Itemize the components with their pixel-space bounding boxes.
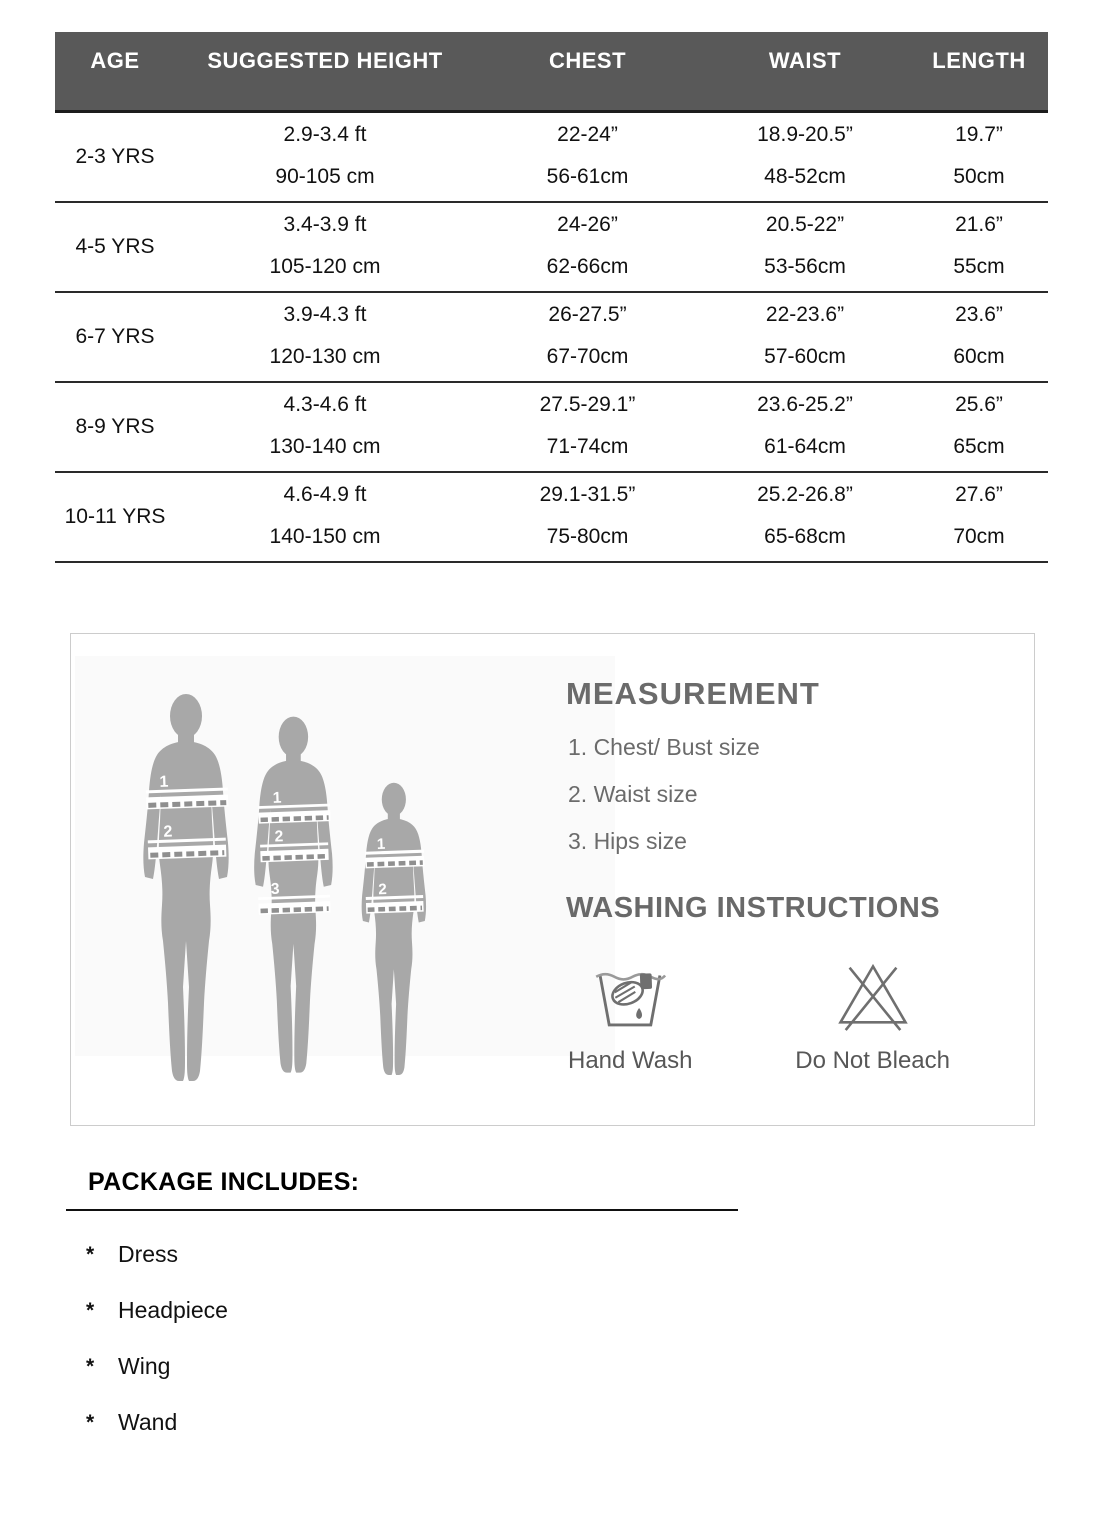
- value-imperial: 4.6-4.9 ft: [283, 483, 367, 506]
- child-chest-label: 1: [376, 835, 386, 854]
- package-item: [86, 1409, 738, 1436]
- height-cell: [175, 473, 475, 561]
- size-table-header: [55, 32, 1048, 113]
- table-row: [55, 113, 1048, 203]
- value-metric: 50cm: [953, 165, 1005, 188]
- table-row: [55, 203, 1048, 293]
- waist-cell: [700, 293, 910, 381]
- asterisk-bullet: *: [86, 1355, 95, 1378]
- woman-hips-label: 3: [270, 880, 280, 899]
- value-metric: 53-56cm: [764, 255, 846, 278]
- child-waist-label: 2: [378, 881, 388, 899]
- age-cell: 4-5 YRS: [75, 235, 155, 258]
- waist-cell: [700, 113, 910, 201]
- length-cell: [910, 203, 1048, 291]
- value-imperial: 4.3-4.6 ft: [283, 393, 367, 416]
- hand-wash-label: Hand Wash: [568, 1047, 693, 1074]
- hand-wash-icon: [591, 956, 669, 1039]
- package-item-label: Wand: [118, 1409, 178, 1435]
- value-metric: 61-64cm: [764, 435, 846, 458]
- value-imperial: 27.5-29.1”: [539, 393, 636, 416]
- child-figure: [362, 783, 426, 1075]
- value-imperial: 2.9-3.4 ft: [283, 123, 367, 146]
- asterisk-bullet: *: [86, 1411, 95, 1434]
- value-imperial: 24-26”: [557, 213, 618, 236]
- value-metric: 48-52cm: [764, 165, 846, 188]
- value-metric: 71-74cm: [546, 435, 629, 458]
- package-includes-section: [66, 1168, 738, 1465]
- man-chest-label: 1: [159, 773, 169, 791]
- waist-cell: [700, 203, 910, 291]
- value-imperial: 25.6”: [955, 393, 1003, 416]
- header-length: LENGTH: [932, 48, 1026, 73]
- value-imperial: 18.9-20.5”: [757, 123, 853, 146]
- table-body: [55, 113, 1048, 563]
- do-not-bleach-block: [795, 956, 950, 1075]
- woman-figure: [254, 717, 332, 1073]
- value-metric: 120-130 cm: [269, 345, 381, 368]
- value-metric: 62-66cm: [546, 255, 629, 278]
- value-imperial: 25.2-26.8”: [757, 483, 853, 506]
- value-metric: 105-120 cm: [269, 255, 381, 278]
- value-metric: 55cm: [953, 255, 1005, 278]
- age-cell: 2-3 YRS: [75, 145, 155, 168]
- package-item: [86, 1353, 738, 1380]
- height-cell: [175, 203, 475, 291]
- value-metric: 67-70cm: [546, 345, 629, 368]
- header-age: AGE: [90, 48, 140, 73]
- waist-cell: [700, 383, 910, 471]
- value-imperial: 22-24”: [557, 123, 618, 146]
- package-includes-title: PACKAGE INCLUDES:: [88, 1168, 360, 1196]
- value-imperial: 22-23.6”: [765, 303, 845, 326]
- chest-cell: [475, 293, 700, 381]
- asterisk-bullet: *: [86, 1243, 95, 1266]
- value-metric: 130-140 cm: [269, 435, 381, 458]
- waist-cell: [700, 473, 910, 561]
- height-cell: [175, 293, 475, 381]
- package-item-label: Dress: [118, 1241, 179, 1267]
- asterisk-bullet: *: [86, 1299, 95, 1322]
- value-imperial: 23.6”: [955, 303, 1003, 326]
- do-not-bleach-icon: [834, 956, 912, 1039]
- value-imperial: 3.9-4.3 ft: [283, 303, 367, 326]
- woman-chest-label: 1: [272, 789, 282, 807]
- size-table: [55, 32, 1048, 563]
- header-waist: WAIST: [768, 48, 842, 73]
- value-metric: 90-105 cm: [275, 165, 375, 188]
- length-cell: [910, 473, 1048, 561]
- table-row: [55, 383, 1048, 473]
- value-imperial: 23.6-25.2”: [757, 393, 853, 416]
- value-imperial: 3.4-3.9 ft: [283, 213, 367, 236]
- height-cell: [175, 113, 475, 201]
- do-not-bleach-label: Do Not Bleach: [795, 1047, 950, 1074]
- man-figure: [143, 694, 228, 1081]
- value-metric: 70cm: [953, 525, 1005, 548]
- man-waist-label: 2: [163, 823, 173, 841]
- measurement-item-chest: 1. Chest/ Bust size: [568, 734, 760, 760]
- package-title-underline: [66, 1209, 738, 1211]
- age-cell: 8-9 YRS: [75, 415, 155, 438]
- measurement-info-box: [70, 633, 1035, 1126]
- body-measurement-figures: [71, 634, 511, 1109]
- value-imperial: 27.6”: [955, 483, 1003, 506]
- height-cell: [175, 383, 475, 471]
- length-cell: [910, 293, 1048, 381]
- woman-waist-label: 2: [274, 828, 284, 846]
- chest-cell: [475, 383, 700, 471]
- header-chest: CHEST: [548, 48, 627, 73]
- chest-cell: [475, 473, 700, 561]
- washing-instructions-title: WASHING INSTRUCTIONS: [566, 892, 941, 924]
- table-row: [55, 473, 1048, 563]
- value-imperial: 29.1-31.5”: [539, 483, 636, 506]
- value-imperial: 20.5-22”: [765, 213, 845, 236]
- value-metric: 65-68cm: [764, 525, 846, 548]
- measurement-item-hips: 3. Hips size: [568, 828, 687, 854]
- value-metric: 75-80cm: [546, 525, 629, 548]
- value-metric: 57-60cm: [764, 345, 846, 368]
- value-imperial: 21.6”: [955, 213, 1003, 236]
- value-metric: 65cm: [953, 435, 1005, 458]
- age-cell: 6-7 YRS: [75, 325, 155, 348]
- chest-cell: [475, 203, 700, 291]
- age-cell: 10-11 YRS: [64, 505, 166, 528]
- value-imperial: 26-27.5”: [548, 303, 627, 326]
- chest-cell: [475, 113, 700, 201]
- package-items-list: [86, 1241, 738, 1436]
- package-item-label: Wing: [118, 1353, 171, 1379]
- header-suggested-height: SUGGESTED HEIGHT: [207, 48, 443, 73]
- package-item: [86, 1241, 738, 1268]
- value-metric: 60cm: [953, 345, 1005, 368]
- measurement-item-waist: 2. Waist size: [568, 781, 698, 807]
- package-item-label: Headpiece: [118, 1297, 228, 1323]
- value-metric: 56-61cm: [546, 165, 629, 188]
- value-metric: 140-150 cm: [269, 525, 381, 548]
- package-item: [86, 1297, 738, 1324]
- length-cell: [910, 383, 1048, 471]
- measurement-title: MEASUREMENT: [566, 676, 820, 711]
- length-cell: [910, 113, 1048, 201]
- measurement-list: [568, 734, 760, 875]
- table-row: [55, 293, 1048, 383]
- hand-wash-block: [568, 956, 693, 1075]
- washing-icons-row: [568, 956, 950, 1075]
- value-imperial: 19.7”: [955, 123, 1003, 146]
